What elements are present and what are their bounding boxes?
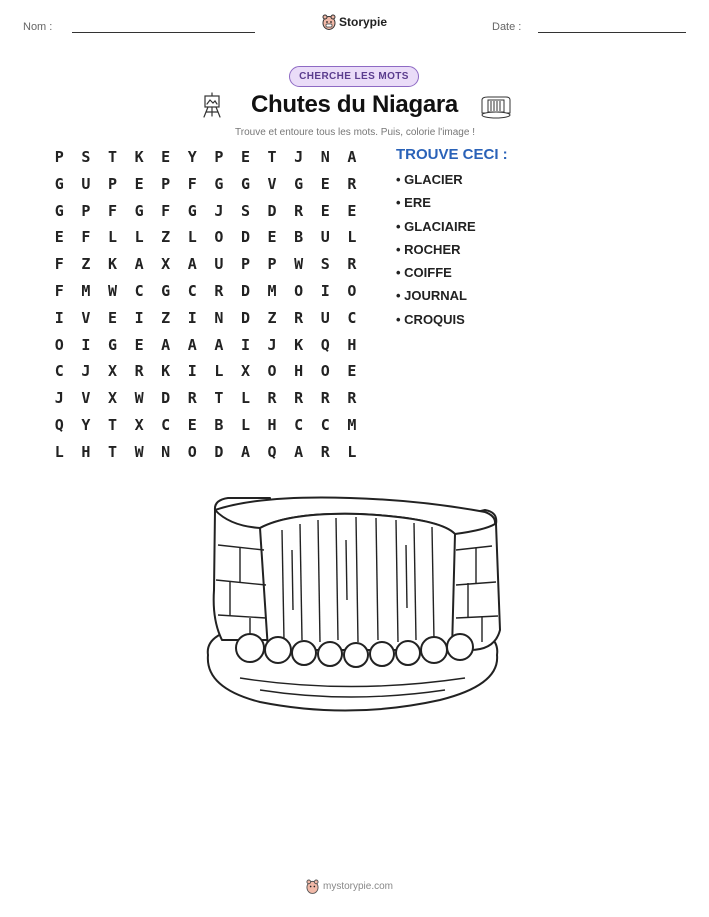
easel-icon bbox=[202, 92, 222, 118]
grid-letter[interactable]: A bbox=[214, 335, 224, 354]
grid-letter[interactable]: T bbox=[214, 389, 224, 408]
date-label: Date : bbox=[492, 21, 522, 33]
grid-letter[interactable]: G bbox=[107, 335, 117, 354]
grid-row bbox=[46, 415, 365, 442]
grid-row bbox=[46, 281, 365, 308]
instructions: Trouve et entoure tous les mots. Puis, colorie l'image ! bbox=[235, 127, 475, 138]
grid-letter[interactable]: E bbox=[107, 308, 117, 327]
grid-row bbox=[46, 201, 365, 228]
grid-letter[interactable]: C bbox=[320, 415, 330, 434]
grid-letter[interactable]: I bbox=[54, 308, 64, 327]
grid-letter[interactable]: L bbox=[240, 389, 250, 408]
grid-letter[interactable]: S bbox=[81, 148, 91, 166]
grid-letter[interactable]: K bbox=[161, 362, 171, 381]
grid-letter[interactable]: C bbox=[187, 281, 197, 300]
grid-letter[interactable]: P bbox=[81, 201, 91, 220]
grid-letter[interactable]: E bbox=[347, 362, 357, 381]
grid-letter[interactable]: W bbox=[134, 442, 144, 461]
grid-letter[interactable]: A bbox=[187, 335, 197, 354]
waterfall-icon bbox=[480, 95, 512, 119]
grid-letter[interactable]: I bbox=[187, 362, 197, 381]
grid-letter[interactable]: D bbox=[240, 308, 250, 327]
word-item: • CROQUIS bbox=[396, 311, 465, 327]
grid-letter[interactable]: M bbox=[267, 281, 277, 300]
grid-letter[interactable]: M bbox=[81, 281, 91, 300]
grid-letter[interactable]: I bbox=[240, 335, 250, 354]
grid-letter[interactable]: H bbox=[267, 415, 277, 434]
grid-letter[interactable]: T bbox=[107, 442, 117, 461]
grid-letter[interactable]: W bbox=[294, 255, 304, 274]
grid-letter[interactable]: C bbox=[134, 281, 144, 300]
grid-letter[interactable]: R bbox=[320, 389, 330, 408]
grid-letter[interactable]: O bbox=[320, 362, 330, 381]
grid-letter[interactable]: M bbox=[347, 415, 357, 434]
grid-letter[interactable]: A bbox=[240, 442, 250, 461]
grid-letter[interactable]: Z bbox=[161, 228, 171, 247]
grid-letter[interactable]: P bbox=[267, 255, 277, 274]
grid-letter[interactable]: C bbox=[54, 362, 64, 381]
grid-letter[interactable]: E bbox=[161, 148, 171, 166]
word-item: • ROCHER bbox=[396, 241, 461, 257]
grid-letter[interactable]: U bbox=[81, 174, 91, 193]
grid-letter[interactable]: T bbox=[107, 148, 117, 166]
grid-letter[interactable]: U bbox=[214, 255, 224, 274]
grid-letter[interactable]: I bbox=[320, 281, 330, 300]
grid-letter[interactable]: E bbox=[347, 201, 357, 220]
grid-letter[interactable]: A bbox=[294, 442, 304, 461]
grid-letter[interactable]: H bbox=[81, 442, 91, 461]
grid-letter[interactable]: V bbox=[81, 389, 91, 408]
grid-letter[interactable]: X bbox=[107, 362, 117, 381]
grid-row bbox=[46, 308, 365, 335]
grid-letter[interactable]: G bbox=[294, 174, 304, 193]
grid-letter[interactable]: Z bbox=[81, 255, 91, 274]
grid-letter[interactable]: T bbox=[267, 148, 277, 166]
grid-letter[interactable]: G bbox=[54, 201, 64, 220]
grid-letter[interactable]: R bbox=[267, 389, 277, 408]
name-line bbox=[72, 32, 255, 33]
grid-letter[interactable]: O bbox=[214, 228, 224, 247]
grid-letter[interactable]: R bbox=[214, 281, 224, 300]
grid-letter[interactable]: A bbox=[134, 255, 144, 274]
grid-letter[interactable]: R bbox=[294, 389, 304, 408]
grid-letter[interactable]: Q bbox=[267, 442, 277, 461]
grid-letter[interactable]: J bbox=[81, 362, 91, 381]
grid-letter[interactable]: F bbox=[187, 174, 197, 193]
grid-letter[interactable]: Z bbox=[267, 308, 277, 327]
grid-letter[interactable]: K bbox=[107, 255, 117, 274]
grid-letter[interactable]: N bbox=[320, 148, 330, 166]
grid-letter[interactable]: W bbox=[134, 389, 144, 408]
grid-row bbox=[46, 361, 365, 388]
grid-letter[interactable]: I bbox=[187, 308, 197, 327]
grid-letter[interactable]: R bbox=[347, 255, 357, 274]
grid-letter[interactable]: F bbox=[107, 201, 117, 220]
grid-row bbox=[46, 254, 365, 281]
grid-letter[interactable]: O bbox=[54, 335, 64, 354]
grid-letter[interactable]: F bbox=[54, 255, 64, 274]
word-item: • GLACIER bbox=[396, 172, 463, 187]
grid-letter[interactable]: G bbox=[134, 201, 144, 220]
grid-letter[interactable]: I bbox=[81, 335, 91, 354]
grid-letter[interactable]: F bbox=[81, 228, 91, 247]
word-item: • JOURNAL bbox=[396, 288, 467, 304]
grid-letter[interactable]: U bbox=[320, 228, 330, 247]
grid-letter[interactable]: D bbox=[240, 228, 250, 247]
grid-letter[interactable]: Q bbox=[320, 335, 330, 354]
date-line bbox=[538, 32, 686, 33]
mascot-icon bbox=[322, 14, 336, 30]
grid-letter[interactable]: V bbox=[267, 174, 277, 193]
grid-letter[interactable]: L bbox=[54, 442, 64, 461]
grid-letter[interactable]: N bbox=[214, 308, 224, 327]
grid-letter[interactable]: O bbox=[294, 281, 304, 300]
grid-letter[interactable]: X bbox=[161, 255, 171, 274]
grid-letter[interactable]: F bbox=[54, 281, 64, 300]
grid-letter[interactable]: S bbox=[320, 255, 330, 274]
grid-letter[interactable]: C bbox=[161, 415, 171, 434]
activity-badge: CHERCHE LES MOTS bbox=[289, 66, 419, 87]
grid-letter[interactable]: L bbox=[240, 415, 250, 434]
word-search-grid[interactable] bbox=[46, 147, 365, 469]
grid-letter[interactable]: A bbox=[161, 335, 171, 354]
grid-letter[interactable]: H bbox=[347, 335, 357, 354]
brand-logo bbox=[322, 14, 387, 30]
grid-letter[interactable]: E bbox=[320, 174, 330, 193]
grid-letter[interactable]: L bbox=[187, 228, 197, 247]
grid-letter[interactable]: C bbox=[294, 415, 304, 434]
grid-letter[interactable]: G bbox=[187, 201, 197, 220]
grid-letter[interactable]: S bbox=[240, 201, 250, 220]
grid-row bbox=[46, 227, 365, 254]
grid-letter[interactable]: D bbox=[240, 281, 250, 300]
grid-letter[interactable]: G bbox=[54, 174, 64, 193]
grid-letter[interactable]: H bbox=[294, 362, 304, 381]
grid-letter[interactable]: P bbox=[161, 174, 171, 193]
name-label: Nom : bbox=[23, 21, 53, 33]
grid-letter[interactable]: C bbox=[347, 308, 357, 327]
grid-letter[interactable]: P bbox=[214, 148, 224, 166]
grid-letter[interactable]: E bbox=[240, 148, 250, 166]
grid-row bbox=[46, 147, 365, 174]
grid-letter[interactable]: X bbox=[107, 389, 117, 408]
grid-letter[interactable]: E bbox=[54, 228, 64, 247]
grid-letter[interactable]: B bbox=[294, 228, 304, 247]
word-list bbox=[396, 172, 476, 335]
grid-letter[interactable]: A bbox=[187, 255, 197, 274]
grid-letter[interactable]: R bbox=[294, 201, 304, 220]
grid-letter[interactable]: D bbox=[214, 442, 224, 461]
word-list-title: TROUVE CECI : bbox=[396, 146, 508, 163]
waterfall-illustration[interactable] bbox=[200, 490, 510, 725]
grid-letter[interactable]: J bbox=[214, 201, 224, 220]
word-item: • ERE bbox=[396, 195, 431, 211]
word-item: • GLACIAIRE bbox=[396, 218, 476, 234]
grid-letter[interactable]: L bbox=[347, 228, 357, 247]
grid-letter[interactable]: U bbox=[320, 308, 330, 327]
brand-name: Storypie bbox=[339, 15, 388, 29]
grid-letter[interactable]: X bbox=[240, 362, 250, 381]
grid-letter[interactable]: T bbox=[107, 415, 117, 434]
grid-letter[interactable]: X bbox=[134, 415, 144, 434]
grid-letter[interactable]: R bbox=[320, 442, 330, 461]
grid-letter[interactable]: F bbox=[161, 201, 171, 220]
grid-letter[interactable]: E bbox=[187, 415, 197, 434]
grid-letter[interactable]: Y bbox=[81, 415, 91, 434]
grid-letter[interactable]: J bbox=[267, 335, 277, 354]
grid-letter[interactable]: V bbox=[81, 308, 91, 327]
grid-letter[interactable]: J bbox=[54, 389, 64, 408]
grid-letter[interactable]: R bbox=[187, 389, 197, 408]
grid-letter[interactable]: Z bbox=[161, 308, 171, 327]
grid-letter[interactable]: L bbox=[107, 228, 117, 247]
grid-letter[interactable]: P bbox=[54, 148, 64, 166]
grid-letter[interactable]: R bbox=[347, 174, 357, 193]
grid-letter[interactable]: Y bbox=[187, 148, 197, 166]
grid-letter[interactable]: K bbox=[294, 335, 304, 354]
grid-letter[interactable]: D bbox=[267, 201, 277, 220]
grid-letter[interactable]: A bbox=[347, 148, 357, 166]
grid-letter[interactable]: J bbox=[294, 148, 304, 166]
footer bbox=[306, 879, 393, 894]
grid-letter[interactable]: D bbox=[161, 389, 171, 408]
grid-letter[interactable]: B bbox=[214, 415, 224, 434]
grid-letter[interactable]: L bbox=[214, 362, 224, 381]
grid-row bbox=[46, 388, 365, 415]
grid-row bbox=[46, 335, 365, 362]
page-title: Chutes du Niagara bbox=[251, 91, 458, 118]
grid-letter[interactable]: R bbox=[347, 389, 357, 408]
grid-letter[interactable]: E bbox=[134, 335, 144, 354]
grid-row bbox=[46, 442, 365, 469]
grid-letter[interactable]: K bbox=[134, 148, 144, 166]
grid-letter[interactable]: I bbox=[134, 308, 144, 327]
grid-letter[interactable]: O bbox=[187, 442, 197, 461]
grid-letter[interactable]: L bbox=[134, 228, 144, 247]
grid-letter[interactable]: G bbox=[161, 281, 171, 300]
grid-row bbox=[46, 174, 365, 201]
grid-letter[interactable]: P bbox=[240, 255, 250, 274]
grid-letter[interactable]: O bbox=[347, 281, 357, 300]
grid-letter[interactable]: O bbox=[267, 362, 277, 381]
grid-letter[interactable]: W bbox=[107, 281, 117, 300]
grid-letter[interactable]: N bbox=[161, 442, 171, 461]
grid-letter[interactable]: Q bbox=[54, 415, 64, 434]
mascot-icon bbox=[306, 879, 319, 894]
grid-letter[interactable]: E bbox=[267, 228, 277, 247]
word-item: • COIFFE bbox=[396, 265, 452, 281]
grid-letter[interactable]: R bbox=[134, 362, 144, 381]
grid-letter[interactable]: G bbox=[240, 174, 250, 193]
grid-letter[interactable]: E bbox=[320, 201, 330, 220]
grid-letter[interactable]: P bbox=[107, 174, 117, 193]
grid-letter[interactable]: L bbox=[347, 442, 357, 461]
grid-letter[interactable]: G bbox=[214, 174, 224, 193]
grid-letter[interactable]: R bbox=[294, 308, 304, 327]
grid-letter[interactable]: E bbox=[134, 174, 144, 193]
footer-url[interactable]: mystorypie.com bbox=[323, 881, 394, 892]
